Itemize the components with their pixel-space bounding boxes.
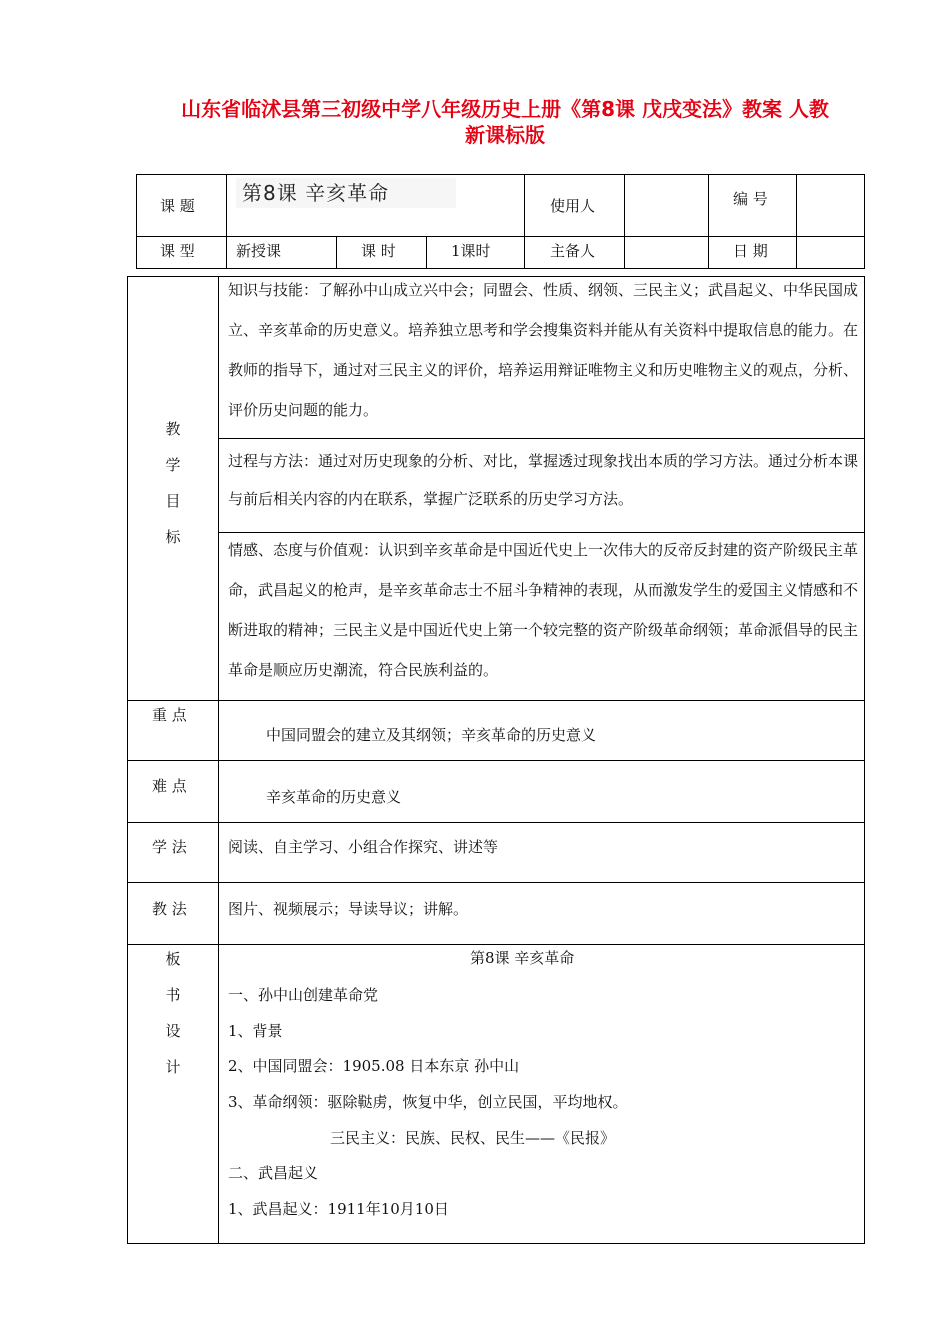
board-line: 二、武昌起义	[228, 1164, 319, 1182]
study-method-text: 阅读、自主学习、小组合作探究、讲述等	[228, 838, 499, 856]
key-point-label: 重 点	[152, 706, 187, 724]
header-divider	[336, 236, 337, 269]
objectives-label-char: 教	[165, 420, 181, 438]
board-line: 一、孙中山创建革命党	[228, 986, 379, 1004]
lesson-title-image: 第8课 辛亥革命	[236, 178, 456, 208]
row-border	[127, 882, 865, 883]
objective-divider	[218, 438, 865, 439]
document-title	[120, 96, 890, 148]
board-heading: 第8课 辛亥革命	[470, 949, 575, 967]
board-label	[128, 948, 218, 1092]
key-point-text: 中国同盟会的建立及其纲领；辛亥革命的历史意义	[266, 726, 597, 744]
board-label-char: 计	[165, 1058, 181, 1076]
document-title-line-1: 山东省临沭县第三初级中学八年级历史上册《第8课 戊戌变法》教案 人教	[181, 97, 829, 121]
label-hours: 课 时	[361, 242, 396, 260]
objectives-label-char: 目	[165, 492, 181, 510]
label-preparer: 主备人	[550, 242, 596, 260]
header-divider	[226, 174, 227, 269]
board-line: 三民主义：民族、民权、民生——《民报》	[330, 1129, 616, 1147]
header-divider	[796, 174, 797, 269]
main-bottom-border	[127, 1243, 865, 1244]
objectives-label	[128, 418, 218, 562]
difficulty-label: 难 点	[152, 777, 187, 795]
document-title-line-2: 新课标版	[465, 123, 545, 147]
row-border	[127, 700, 865, 701]
teach-method-text: 图片、视频展示；导读导议；讲解。	[228, 900, 469, 918]
difficulty-text: 辛亥革命的历史意义	[266, 788, 402, 806]
header-mid-border	[136, 236, 864, 237]
type-value: 新授课	[236, 242, 282, 260]
header-bottom-border	[136, 268, 864, 269]
board-line: 3、革命纲领：驱除鞑虏，恢复中华，创立民国，平均地权。	[228, 1093, 628, 1111]
row-border	[127, 822, 865, 823]
board-label-char: 板	[165, 950, 181, 968]
study-method-label: 学 法	[152, 838, 187, 856]
header-top-border	[136, 174, 864, 175]
teach-method-label: 教 法	[152, 900, 187, 918]
objectives-label-char: 学	[165, 456, 181, 474]
hours-value: 1课时	[451, 242, 491, 260]
label-type: 课 型	[160, 242, 195, 260]
row-border	[127, 944, 865, 945]
label-user: 使用人	[550, 197, 596, 215]
header-divider	[524, 174, 525, 269]
label-number: 编 号	[733, 190, 768, 208]
label-topic: 课 题	[160, 197, 195, 215]
board-line: 2、中国同盟会：1905.08 日本东京 孙中山	[228, 1057, 520, 1075]
board-line: 1、背景	[228, 1022, 283, 1040]
board-label-char: 设	[165, 1022, 181, 1040]
board-line: 1、武昌起义：1911年10月10日	[228, 1200, 449, 1218]
objective-knowledge: 知识与技能：了解孙中山成立兴中会；同盟会、性质、纲领、三民主义；武昌起义、中华民国成立、辛亥革命的历史意义。培养独立思考和学会搜集资料并能从有关资料中提取信息的能力。在教师的指导下，通过对三民主义的评价，培养运用辩证唯物主义和历史唯物主义的观点，分析、评价历史问题的能力。	[228, 281, 859, 419]
header-left-border	[136, 174, 137, 269]
header-divider	[624, 174, 625, 269]
objective-process: 过程与方法：通过对历史现象的分析、对比，掌握透过现象找出本质的学习方法。通过分析本课与前后相关内容的内在联系，掌握广泛联系的历史学习方法。	[228, 452, 859, 508]
board-label-char: 书	[165, 986, 181, 1004]
objective-emotion: 情感、态度与价值观：认识到辛亥革命是中国近代史上一次伟大的反帝反封建的资产阶级民主革命，武昌起义的枪声，是辛亥革命志士不屈斗争精神的表现，从而激发学生的爱国主义情感和不断进取的精神；三民主义是中国近代史上第一个较完整的资产阶级革命纲领；革命派倡导的民主革命是顺应历史潮流，符合民族利益的。	[228, 541, 859, 679]
header-right-border	[864, 174, 865, 269]
header-divider	[708, 174, 709, 269]
objectives-label-char: 标	[165, 528, 181, 546]
header-divider	[426, 236, 427, 269]
row-border	[127, 760, 865, 761]
label-date: 日 期	[733, 242, 768, 260]
